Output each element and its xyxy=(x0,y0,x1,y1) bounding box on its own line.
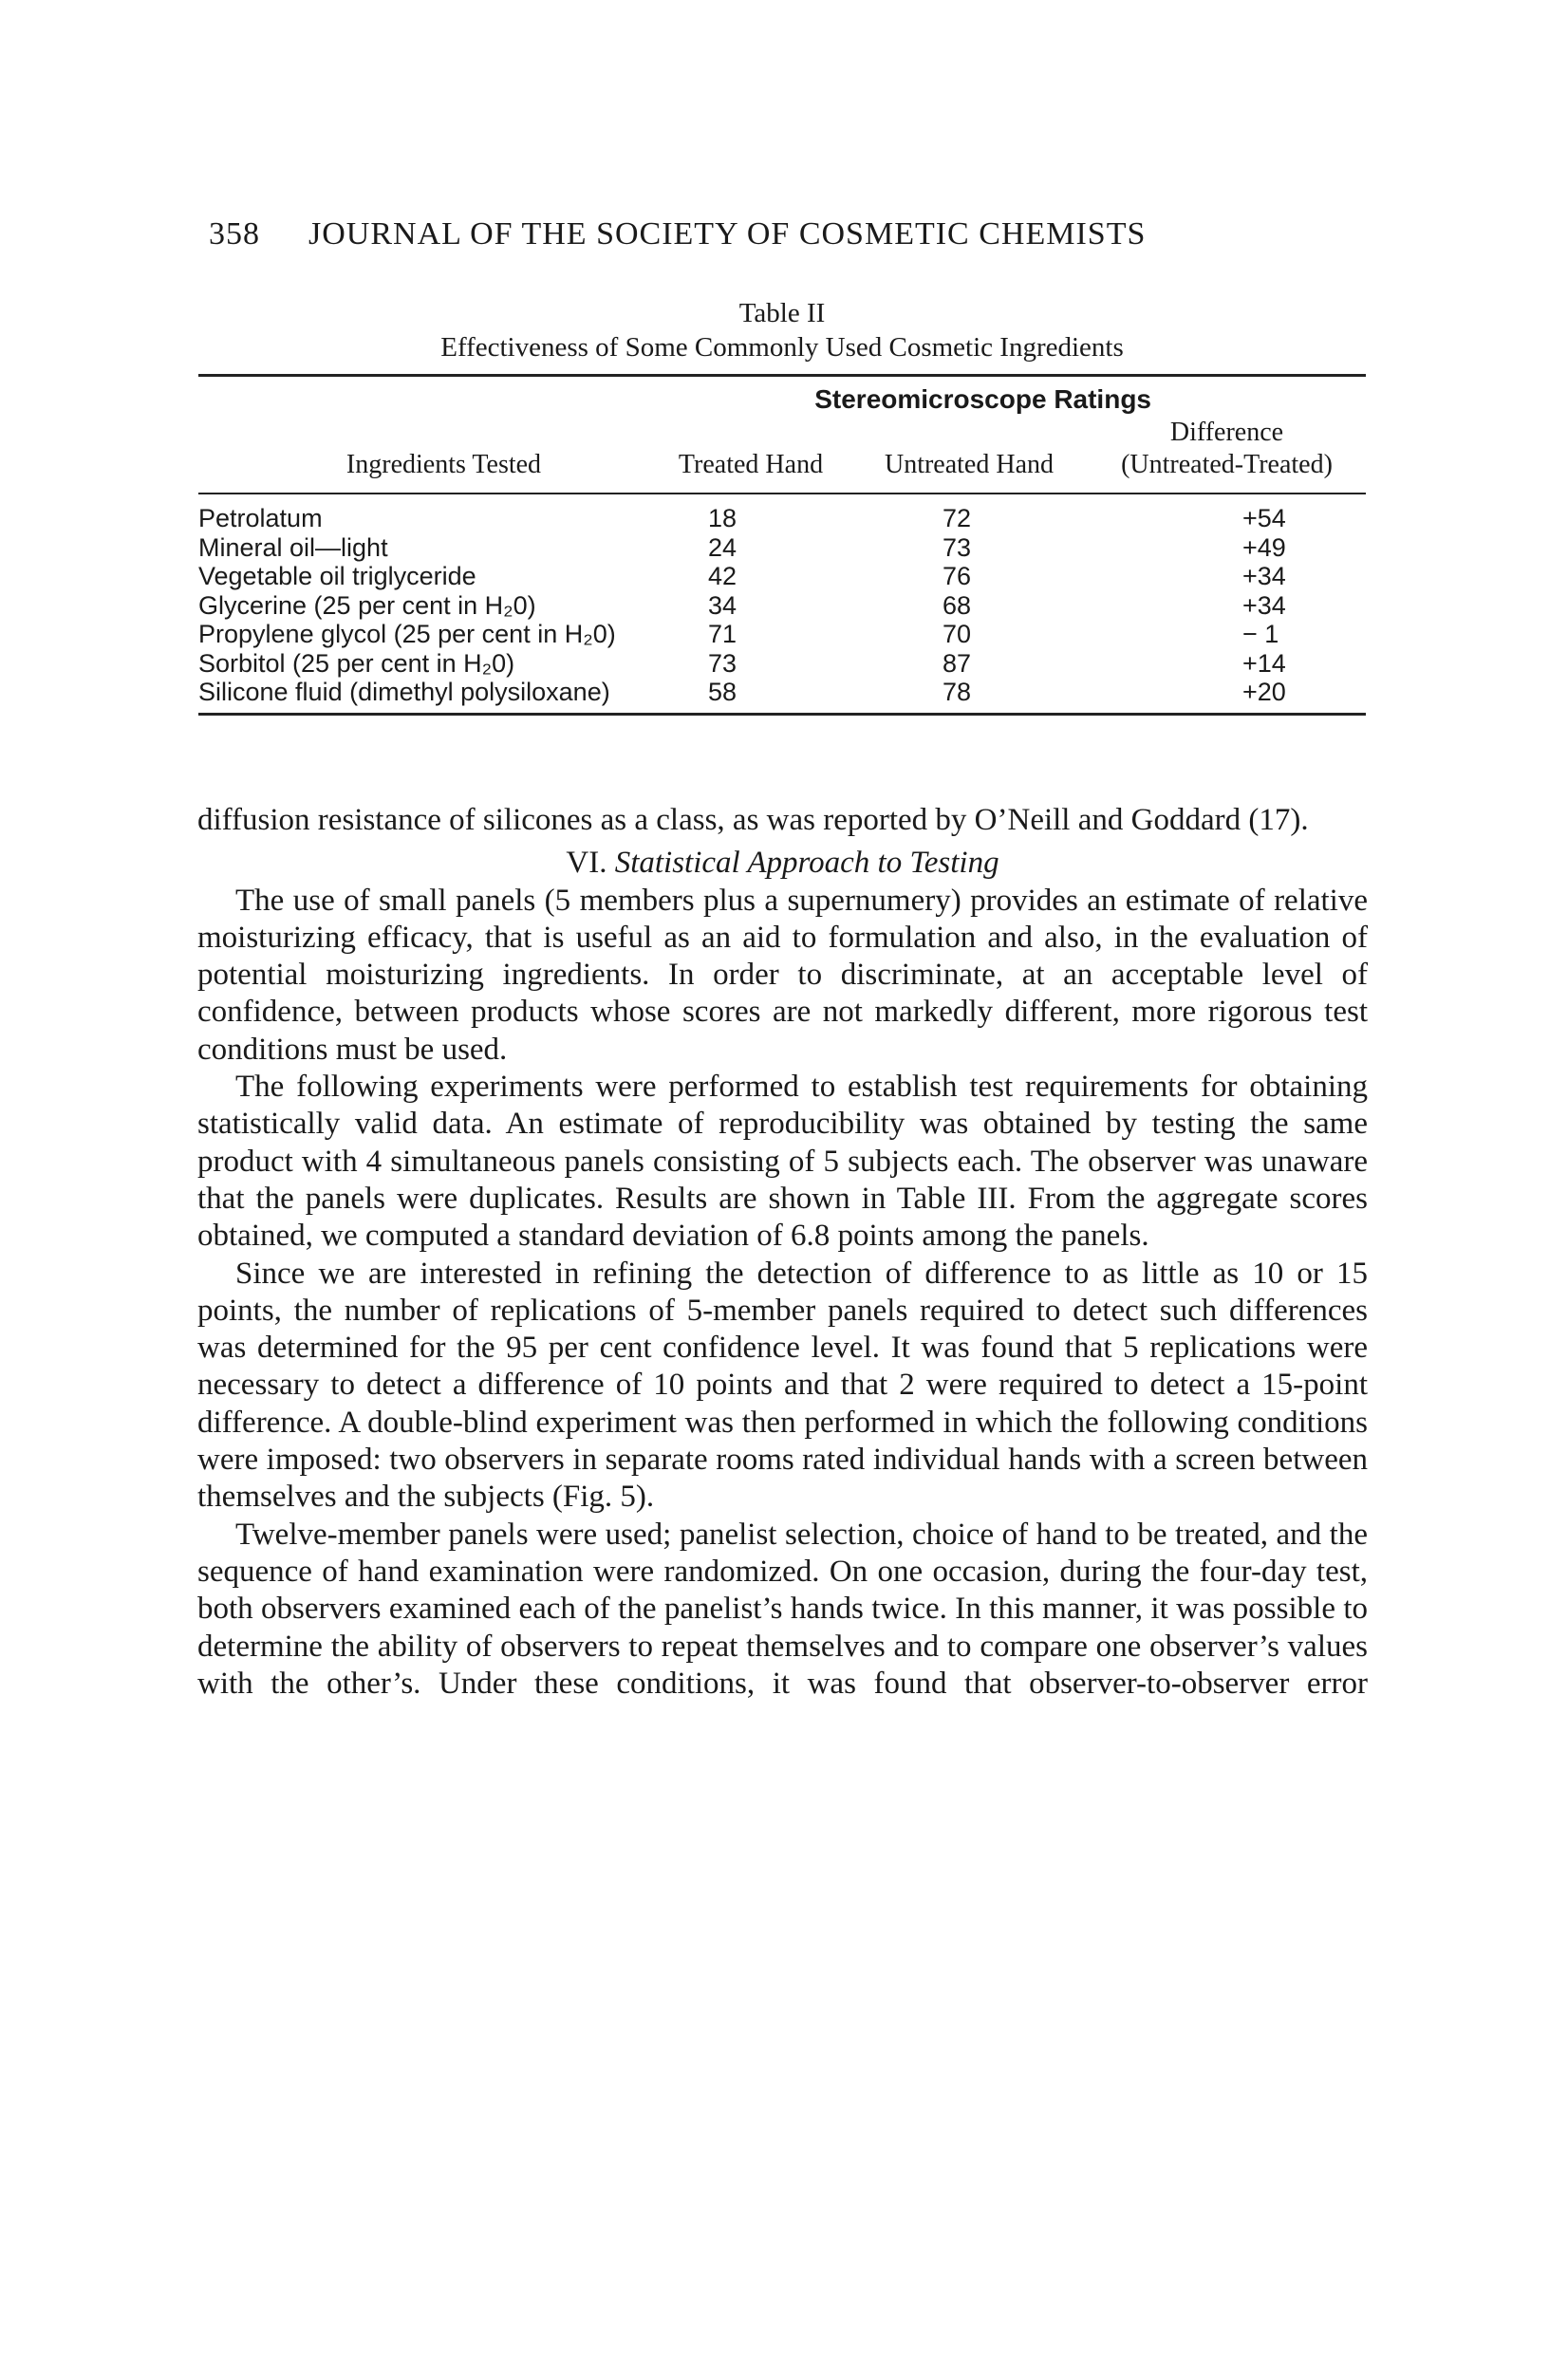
table-header-row xyxy=(198,417,1366,481)
row-treated: 71 xyxy=(708,620,737,648)
table-row xyxy=(198,678,1366,707)
row-difference: +54 xyxy=(1242,504,1286,532)
table-row xyxy=(198,562,1366,591)
row-ingredient: Vegetable oil triglyceride xyxy=(198,562,476,590)
paragraph: Twelve-member panels were used; panelist selection, choice of hand to be treated, and the sequence of hand examination were randomized. On one occasion, during the four-day test, both observers examined each of the panelist’s hands twice. In this manner, it was possible to determine the ability of observers to repeat themselves and to compare one observer’s values with the other’s. Under these conditions, it was found that observer-to-observer error xyxy=(197,1517,1368,1701)
section-number: VI. xyxy=(566,846,607,881)
running-header xyxy=(209,216,1367,252)
table-top-rule xyxy=(198,374,1366,377)
table-row xyxy=(198,649,1366,679)
paragraph: Since we are interested in refining the detection of difference to as little as 10 or 15 points, the number of replications of 5-member panels required to detect such differences was determined for the 95 per cent confidence level. It was found that 5 replications were necessary to detect a difference of 10 points and that 2 were required to detect a 15-point difference. A double-blind experiment was then performed in which the following conditions were imposed: two observers in separate rooms rated individual hands with a screen between themselves and the subjects (Fig. 5). xyxy=(197,1256,1368,1515)
col-ingredients: Ingredients Tested xyxy=(345,450,542,479)
row-ingredient: Silicone fluid (dimethyl polysiloxane) xyxy=(198,678,610,706)
section-title: Statistical Approach to Testing xyxy=(614,846,999,881)
row-difference: +14 xyxy=(1242,648,1286,678)
page-number: 358 xyxy=(209,216,260,252)
col-difference xyxy=(1088,417,1366,481)
row-treated: 34 xyxy=(708,590,737,620)
row-difference: +34 xyxy=(1242,562,1286,590)
row-untreated: 72 xyxy=(943,504,972,532)
row-difference: +34 xyxy=(1242,590,1286,620)
row-untreated: 68 xyxy=(943,590,972,620)
table-row xyxy=(198,620,1366,649)
table-label: Table II xyxy=(738,298,826,328)
table-body xyxy=(198,494,1366,713)
section-heading xyxy=(197,845,1368,882)
paragraph: The use of small panels (5 members plus a supernumery) provides an estimate of relative moisturizing efficacy, that is useful as an aid to formulation and also, in the evaluation of potential moisturizing ingredients. In order to discriminate, at an acceptable level of confidence, between products whose scores are not markedly different, more rigorous test conditions must be used. xyxy=(197,883,1368,1067)
row-difference: − 1 xyxy=(1242,620,1279,648)
col-difference-line2: (Untreated-Treated) xyxy=(1121,450,1333,479)
row-untreated: 76 xyxy=(943,562,972,590)
row-difference: +49 xyxy=(1242,532,1286,562)
row-untreated: 78 xyxy=(943,678,972,706)
table-ii xyxy=(198,296,1366,716)
row-ingredient: Glycerine (25 per cent in H₂0) xyxy=(198,590,536,620)
row-treated: 58 xyxy=(708,678,737,706)
table-row xyxy=(198,591,1366,621)
row-treated: 18 xyxy=(708,504,737,532)
row-treated: 73 xyxy=(708,648,737,678)
row-difference: +20 xyxy=(1242,678,1286,706)
table-group-header: Stereomicroscope Ratings xyxy=(814,384,1151,414)
table-bottom-rule xyxy=(198,713,1366,716)
table-title: Effectiveness of Some Commonly Used Cosmetic Ingredients xyxy=(440,332,1124,363)
table-row xyxy=(198,533,1366,563)
paragraph-continued: diffusion resistance of silicones as a class, as was reported by O’Neill and Goddard (17). xyxy=(197,803,1309,837)
row-ingredient: Mineral oil—light xyxy=(198,532,388,562)
row-ingredient: Propylene glycol (25 per cent in H₂0) xyxy=(198,620,616,648)
row-ingredient: Sorbitol (25 per cent in H₂0) xyxy=(198,648,515,678)
row-untreated: 70 xyxy=(943,620,972,648)
paragraph: The following experiments were performed to establish test requirements for obtaining statistically valid data. An estimate of reproducibility was obtained by testing the same product with 4 simultaneous panels consisting of 5 subjects each. The observer was unaware that the panels were duplicates. Results are shown in Table III. From the aggregate scores obtained, we computed a standard deviation of 6.8 points among the panels. xyxy=(197,1070,1368,1254)
body-text xyxy=(197,802,1368,1703)
row-treated: 24 xyxy=(708,532,737,562)
journal-title: JOURNAL OF THE SOCIETY OF COSMETIC CHEMISTS xyxy=(308,216,1147,252)
row-untreated: 73 xyxy=(943,532,972,562)
col-untreated: Untreated Hand xyxy=(884,450,1055,479)
row-treated: 42 xyxy=(708,562,737,590)
table-row xyxy=(198,504,1366,533)
col-difference-line1: Difference xyxy=(1169,418,1284,447)
row-ingredient: Petrolatum xyxy=(198,504,323,532)
col-treated: Treated Hand xyxy=(678,450,824,479)
row-untreated: 87 xyxy=(943,648,972,678)
